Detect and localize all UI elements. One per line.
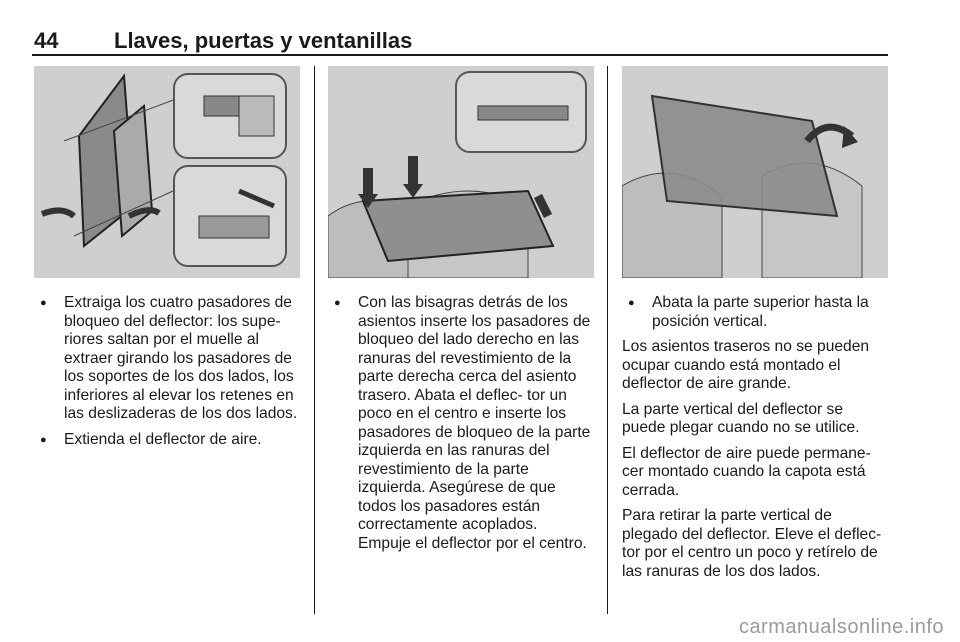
list-item: ● Extraiga los cuatro pasadores de bloqueo del deflector: los supe- riores saltan por el muelle al extraer girando los pasadores de los soportes de los dos lados, los inferiores al elevar los retenes en las deslizaderas de los dos lados. — [34, 294, 300, 424]
illustration-remove-locking-pins — [34, 66, 300, 278]
column-3 — [622, 66, 888, 588]
paragraph: La parte vertical del deflector se puede plegar cuando no se utilice. — [622, 400, 860, 436]
bullet-list — [328, 294, 594, 553]
column-divider — [607, 66, 608, 614]
bullet-list — [34, 294, 300, 449]
page-header — [32, 28, 888, 56]
list-item: ● Abata la parte superior hasta la posición vertical. — [622, 294, 888, 331]
illustration-raise-upper-part — [622, 66, 888, 278]
watermark: carmanualsonline.info — [738, 616, 944, 638]
illustration-insert-locking-pins — [328, 66, 594, 278]
column-1 — [34, 66, 300, 456]
bullet-list — [622, 294, 888, 331]
paragraph: El deflector de aire puede permane- cer montado cuando la capota está cerrada. — [622, 444, 871, 499]
paragraph: Los asientos traseros no se pueden ocupar cuando está montado el deflector de aire grande. — [622, 338, 870, 392]
column-divider — [314, 66, 315, 614]
list-item: ● Con las bisagras detrás de los asientos inserte los pasadores de bloqueo del lado derecho en las ranuras del revestimiento de la parte derecha cerca del asiento trasero. Abata el deflec- tor un poco en el centro e inserte los pasadores de bloqueo de la parte izquierda en las ranuras del revestimiento de la parte izquierda. Asegúrese de que todos los pasadores están correctamente acoplados. Empuje el deflector por el centro. — [328, 294, 594, 553]
list-item: ● Extienda el deflector de aire. — [34, 431, 300, 450]
page-number: 44 — [34, 28, 59, 53]
paragraph: Para retirar la parte vertical de plegado del deflector. Eleve el deflec- tor por el centro un poco y retírelo de las ranuras de los dos lados. — [622, 507, 882, 580]
chapter-title: Llaves, puertas y ventanillas — [114, 28, 413, 53]
column-2 — [328, 66, 594, 560]
